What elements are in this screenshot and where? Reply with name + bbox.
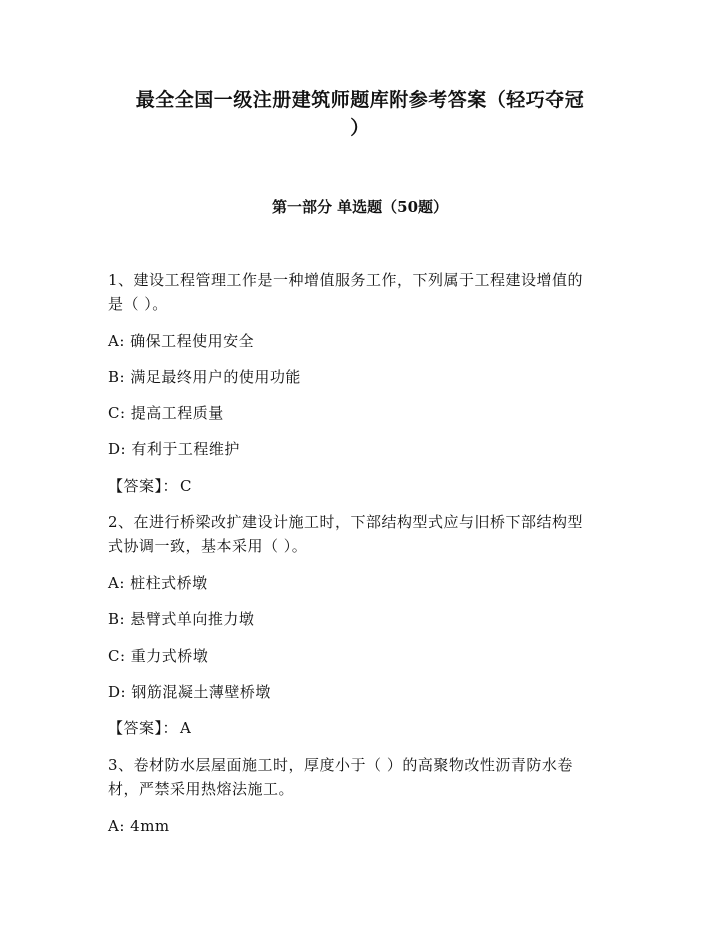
question-1-text	[108, 268, 613, 316]
question-2-line-2: 式协调一致，基本采用（ ）。	[108, 537, 308, 555]
answer-label: 【答案】：	[108, 477, 179, 495]
document-title	[100, 86, 620, 142]
answer-label: 【答案】：	[108, 719, 179, 737]
question-2-option-a: A: 桩柱式桥墩	[108, 574, 208, 592]
question-1-line-1: 1、建设工程管理工作是一种增值服务工作，下列属于工程建设增值的	[108, 271, 584, 289]
question-2-option-c: C: 重力式桥墩	[108, 647, 209, 665]
question-1-option-b: B: 满足最终用户的使用功能	[108, 368, 301, 386]
question-1-option-c: C: 提高工程质量	[108, 404, 224, 422]
question-2-option-d: D: 钢筋混凝土薄壁桥墩	[108, 683, 271, 701]
section-heading: 第一部分 单选题（50题）	[271, 198, 449, 216]
answer-value: A	[180, 719, 192, 737]
answer-value: C	[180, 477, 192, 495]
question-3-line-2: 材，严禁采用热熔法施工。	[108, 780, 295, 798]
question-1-line-2: 是（ ）。	[108, 295, 168, 313]
question-3-text	[108, 753, 613, 801]
question-3-line-1: 3、卷材防水层屋面施工时，厚度小于（ ）的高聚物改性沥青防水卷	[108, 756, 573, 774]
question-2-line-1: 2、在进行桥梁改扩建设计施工时，下部结构型式应与旧桥下部结构型	[108, 513, 584, 531]
question-3-option-a: A: 4mm	[108, 817, 170, 835]
question-1-answer	[108, 475, 192, 497]
question-2-answer	[108, 717, 191, 739]
question-1-option-a: A: 确保工程使用安全	[108, 332, 255, 350]
question-1-option-d: D: 有利于工程维护	[108, 440, 240, 458]
title-line-1: 最全全国一级注册建筑师题库附参考答案（轻巧夺冠	[135, 89, 585, 111]
question-2-text	[108, 510, 613, 558]
title-line-2: ）	[350, 117, 370, 139]
question-2-option-b: B: 悬臂式单向推力墩	[108, 610, 255, 628]
